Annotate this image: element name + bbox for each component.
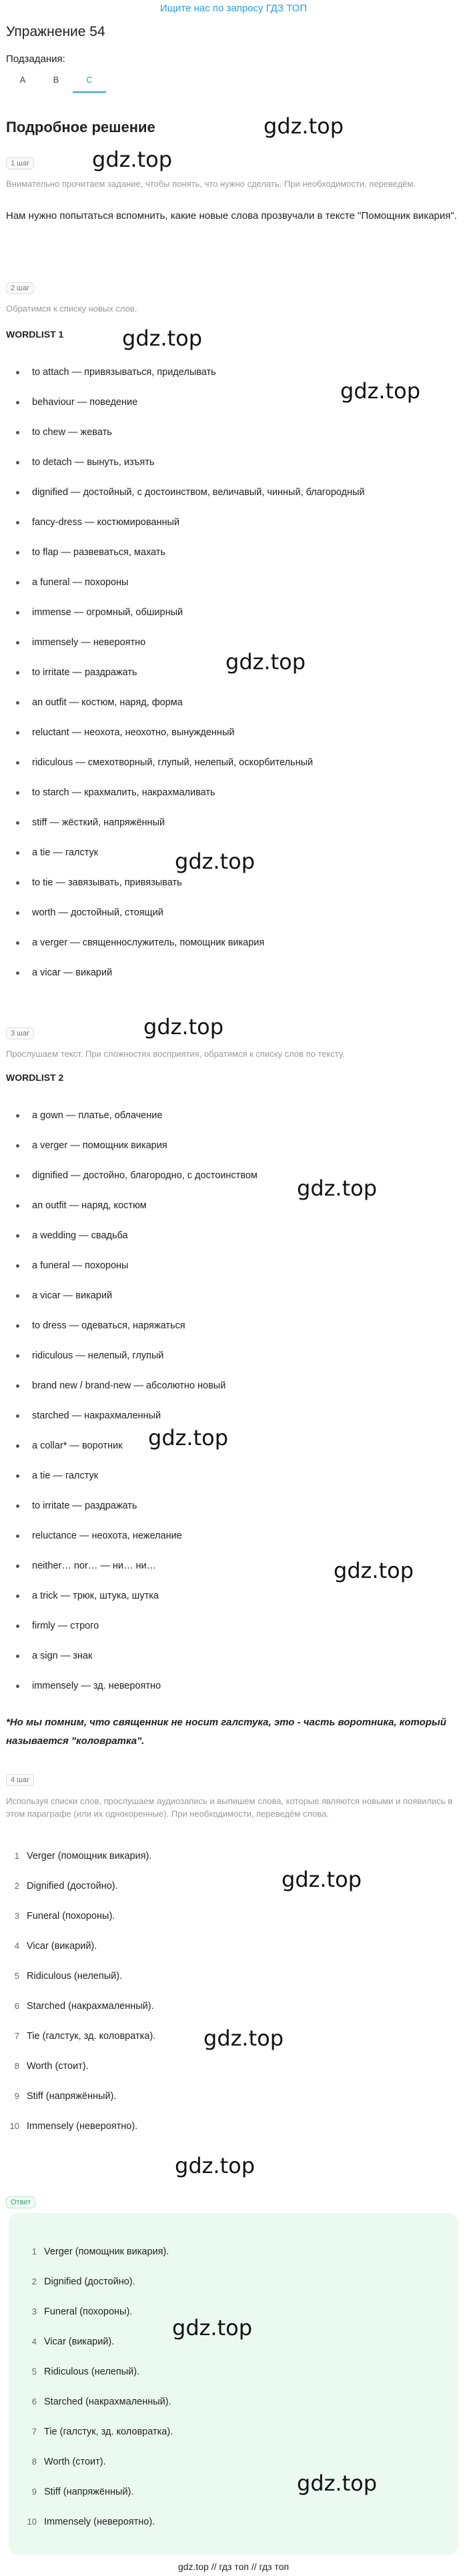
list-item-text: a gown — платье, облачение [32, 1110, 163, 1121]
bullet-icon [16, 1625, 19, 1628]
list-item-number: 7 [14, 2031, 19, 2041]
bullet-icon [16, 1174, 19, 1178]
list-item-text: Immensely (невероятно). [44, 2517, 155, 2527]
list-item-number: 10 [9, 2121, 19, 2131]
bullet-icon [16, 971, 19, 975]
list-item [0, 816, 467, 846]
list-item-text: to starch — крахмалить, накрахмаливать [32, 787, 215, 798]
step-1-note: Внимательно прочитаем задание, чтобы понять, что нужно сделать. При необходимости, переведём. [6, 179, 416, 189]
list-item-number: 3 [14, 1911, 19, 1921]
list-item [0, 606, 467, 636]
list-item-text: to irritate — раздражать [32, 667, 137, 678]
list-item [0, 486, 467, 516]
list-item-text: a tie — галстук [32, 1470, 99, 1481]
list-item-text: stiff — жёсткий, напряжённый [32, 817, 165, 828]
bullet-icon [16, 371, 19, 374]
list-item-number: 9 [14, 2091, 19, 2101]
list-item-text: Vicar (викарий). [27, 1941, 97, 1952]
list-item [0, 1259, 467, 1289]
bullet-icon [16, 461, 19, 464]
watermark: gdz.top [175, 2153, 256, 2178]
bullet-icon [16, 761, 19, 765]
list-item [0, 426, 467, 456]
list-item [17, 2245, 467, 2275]
step-2-note: Обратимся к списку новых слов. [6, 304, 137, 314]
bullet-icon [16, 881, 19, 885]
list-item-text: starched — накрахмаленный [32, 1410, 161, 1421]
list-item [0, 2060, 454, 2090]
list-item-text: Ridiculous (нелепый). [27, 1971, 123, 1982]
bullet-icon [16, 611, 19, 614]
list-item [0, 1940, 454, 1970]
bullet-icon [16, 1595, 19, 1598]
list-item-text: ridiculous — смехотворный, глупый, нелепый, оскорбительный [32, 757, 314, 768]
list-item [17, 2455, 467, 2485]
bullet-icon [16, 701, 19, 705]
bullet-icon [16, 1204, 19, 1208]
bullet-icon [16, 1655, 19, 1658]
watermark: gdz.top [203, 2026, 284, 2051]
bullet-icon [16, 1565, 19, 1568]
list-item-number: 1 [14, 1851, 19, 1861]
list-item-number: 8 [14, 2061, 19, 2071]
list-item-text: neither… nor… — ни… ни… [32, 1561, 157, 1571]
list-item [17, 2365, 467, 2395]
list-item [0, 456, 467, 486]
list-item-text: to attach — привязываться, приделывать [32, 367, 216, 378]
list-item-text: immensely — невероятно [32, 637, 146, 648]
list-item [0, 546, 467, 576]
step-4-badge: 4 шаг [6, 1774, 34, 1786]
page-title: Упражнение 54 [6, 24, 105, 39]
list-item-number: 10 [27, 2517, 37, 2527]
step-3-badge: 3 шаг [6, 1027, 34, 1039]
list-item [0, 1649, 467, 1679]
list-item [0, 876, 467, 906]
bullet-icon [16, 641, 19, 645]
bullet-icon [16, 941, 19, 945]
list-item [0, 1499, 467, 1529]
list-item [0, 1139, 467, 1169]
list-item [0, 1199, 467, 1229]
list-item-text: to dress — одеваться, наряжаться [32, 1320, 185, 1331]
tab-b[interactable]: B [53, 75, 59, 85]
list-item-text: an outfit — наряд, костюм [32, 1200, 147, 1211]
list-item [0, 1439, 467, 1469]
list-item-text: immensely — зд. невероятно [32, 1681, 161, 1691]
list-item [0, 1619, 467, 1649]
watermark: gdz.top [148, 1425, 229, 1450]
list-item-text: Dignified (достойно). [27, 1881, 118, 1891]
list-item-text: a sign — знак [32, 1651, 93, 1661]
list-item-text: to irritate — раздражать [32, 1500, 137, 1511]
list-item-text: Vicar (викарий). [44, 2336, 115, 2347]
bullet-icon [16, 491, 19, 494]
list-item-text: Worth (стоит). [44, 2457, 106, 2467]
list-item-text: Starched (накрахмаленный). [27, 2001, 154, 2012]
list-item [0, 726, 467, 756]
footer: gdz.top // гдз топ // гдз топ [177, 2561, 290, 2572]
list-item-text: dignified — достойный, с достоинством, величавый, чинный, благородный [32, 487, 365, 498]
list-item-number: 4 [31, 2336, 37, 2346]
list-item [0, 906, 467, 936]
list-item [0, 1529, 467, 1559]
list-item-number: 4 [14, 1941, 19, 1951]
list-item-text: fancy-dress — костюмированный [32, 517, 180, 528]
list-item [17, 2425, 467, 2455]
bullet-icon [16, 521, 19, 524]
watermark: gdz.top [175, 849, 256, 874]
bullet-icon [16, 1474, 19, 1478]
answer-list [17, 2245, 467, 2545]
bullet-icon [16, 1264, 19, 1268]
watermark: gdz.top [225, 649, 306, 675]
list-item [0, 1970, 454, 2000]
collar-footnote: *Но мы помним, что священник не носит галстука, это - часть воротника, который называется "коловратка". [6, 1717, 446, 1747]
list-item-text: reluctance — неохота, нежелание [32, 1531, 182, 1541]
list-item-text: Tie (галстук, зд. коловратка). [44, 2427, 173, 2437]
list-item [17, 2395, 467, 2425]
step-4-list [0, 1849, 454, 2150]
watermark: gdz.top [92, 147, 173, 172]
list-item [0, 1169, 467, 1199]
bullet-icon [16, 731, 19, 735]
list-item [0, 936, 467, 966]
list-item-text: Verger (помощник викария). [44, 2246, 169, 2257]
bullet-icon [16, 1444, 19, 1448]
section-title: Подробное решение [6, 119, 155, 135]
list-item-text: a trick — трюк, штука, шутка [32, 1591, 159, 1601]
step-2-badge: 2 шаг [6, 282, 34, 294]
list-item-text: reluctant — неохота, неохотно, вынужденный [32, 727, 235, 738]
list-item-text: Funeral (похороны). [44, 2306, 133, 2317]
top-banner[interactable]: Ищите нас по запросу ГДЗ ТОП [159, 3, 308, 14]
bullet-icon [16, 1234, 19, 1238]
list-item [0, 1109, 467, 1139]
watermark: gdz.top [297, 2471, 378, 2496]
list-item-text: Dignified (достойно). [44, 2276, 135, 2287]
list-item-text: Immensely (невероятно). [27, 2121, 138, 2132]
list-item [0, 1409, 467, 1439]
list-item-text: brand new / brand-new — абсолютно новый [32, 1380, 226, 1391]
list-item-text: an outfit — костюм, наряд, форма [32, 697, 183, 708]
list-item-number: 2 [14, 1881, 19, 1891]
bullet-icon [16, 431, 19, 434]
list-item-text: a vicar — викарий [32, 1290, 113, 1301]
list-item-text: a funeral — похороны [32, 1260, 129, 1271]
bullet-icon [16, 1685, 19, 1688]
list-item-number: 5 [14, 1971, 19, 1981]
bullet-icon [16, 1354, 19, 1358]
list-item [0, 396, 467, 426]
bullet-icon [16, 401, 19, 404]
wordlist-1-title: WORDLIST 1 [6, 329, 64, 340]
list-item-text: Stiff (напряжённый). [44, 2487, 134, 2497]
list-item-text: Verger (помощник викария). [27, 1851, 152, 1861]
bullet-icon [16, 821, 19, 825]
bullet-icon [16, 1505, 19, 1508]
watermark: gdz.top [334, 1558, 414, 1583]
list-item-text: Stiff (напряжённый). [27, 2091, 117, 2102]
list-item-text: to chew — жевать [32, 427, 112, 438]
watermark: gdz.top [297, 1176, 378, 1201]
tab-c[interactable]: C [73, 71, 106, 93]
list-item-number: 9 [31, 2487, 37, 2497]
watermark: gdz.top [143, 1014, 224, 1039]
list-item-text: to detach — вынуть, изъять [32, 457, 155, 468]
step-1-badge: 1 шаг [6, 157, 34, 169]
list-item-text: a funeral — похороны [32, 577, 129, 588]
watermark: gdz.top [340, 378, 421, 404]
subtask-tabs [6, 71, 106, 93]
list-item [17, 2515, 467, 2545]
watermark: gdz.top [282, 1867, 362, 1892]
list-item [0, 966, 467, 996]
list-item-number: 7 [31, 2427, 37, 2437]
list-item-text: to flap — развеваться, махать [32, 547, 165, 558]
list-item-text: dignified — достойно, благородно, с достоинством [32, 1170, 258, 1181]
answer-box [9, 2213, 458, 2555]
list-item [0, 576, 467, 606]
list-item [0, 1849, 454, 1879]
bullet-icon [16, 551, 19, 554]
list-item-text: to tie — завязывать, привязывать [32, 877, 182, 888]
list-item [0, 2090, 454, 2120]
list-item-text: a wedding — свадьба [32, 1230, 128, 1241]
list-item [0, 1349, 467, 1379]
list-item-text: behaviour — поведение [32, 397, 138, 408]
list-item [0, 1289, 467, 1319]
subtasks-label: Подзадания: [6, 53, 65, 65]
tab-a[interactable]: A [19, 75, 26, 85]
list-item-number: 1 [31, 2246, 37, 2256]
list-item-number: 6 [31, 2397, 37, 2407]
wordlist-1 [0, 366, 467, 996]
watermark: gdz.top [264, 113, 344, 139]
bullet-icon [16, 1535, 19, 1538]
list-item [0, 516, 467, 546]
list-item-text: Funeral (похороны). [27, 1911, 115, 1921]
list-item-number: 5 [31, 2367, 37, 2377]
list-item [0, 1319, 467, 1349]
list-item-text: a verger — священнослужитель, помощник викария [32, 937, 265, 948]
bullet-icon [16, 1384, 19, 1388]
list-item-number: 8 [31, 2457, 37, 2467]
list-item-text: Ridiculous (нелепый). [44, 2367, 140, 2377]
step-3-note: Прослушаем текст. При сложностях восприятия, обратимся к списку слов по тексту. [6, 1049, 345, 1059]
watermark: gdz.top [122, 326, 203, 351]
list-item-number: 2 [31, 2276, 37, 2286]
bullet-icon [16, 1114, 19, 1118]
list-item [0, 1879, 454, 1909]
list-item [0, 1679, 467, 1709]
list-item [0, 1229, 467, 1259]
list-item [0, 1469, 467, 1499]
bullet-icon [16, 671, 19, 675]
bullet-icon [16, 1324, 19, 1328]
list-item [17, 2485, 467, 2515]
list-item-text: a verger — помощник викария [32, 1140, 167, 1151]
list-item-text: Starched (накрахмаленный). [44, 2397, 171, 2407]
list-item [0, 756, 467, 786]
answer-label: Ответ [6, 2196, 35, 2208]
list-item [0, 1589, 467, 1619]
watermark: gdz.top [172, 2315, 253, 2340]
list-item-text: Tie (галстук, зд. коловратка). [27, 2031, 156, 2042]
list-item [0, 366, 467, 396]
list-item-text: a vicar — викарий [32, 967, 113, 978]
list-item [0, 696, 467, 726]
bullet-icon [16, 581, 19, 584]
list-item-number: 3 [31, 2306, 37, 2316]
wordlist-2 [0, 1109, 467, 1709]
bullet-icon [16, 1144, 19, 1148]
bullet-icon [16, 911, 19, 915]
bullet-icon [16, 1414, 19, 1418]
step-1-text: Нам нужно попытаться вспомнить, какие новые слова прозвучали в тексте "Помощник викария". [6, 210, 457, 222]
list-item-text: ridiculous — нелепый, глупый [32, 1350, 164, 1361]
list-item-text: immense — огромный, обширный [32, 607, 183, 618]
list-item [0, 786, 467, 816]
list-item-number: 6 [14, 2001, 19, 2011]
bullet-icon [16, 1294, 19, 1298]
bullet-icon [16, 851, 19, 855]
list-item-text: Worth (стоит). [27, 2061, 89, 2072]
bullet-icon [16, 791, 19, 795]
list-item-text: firmly — строго [32, 1621, 99, 1631]
list-item [0, 1909, 454, 1940]
list-item-text: a tie — галстук [32, 847, 99, 858]
wordlist-2-title: WORDLIST 2 [6, 1072, 64, 1083]
list-item [0, 2120, 454, 2150]
list-item [17, 2275, 467, 2305]
list-item [0, 1379, 467, 1409]
list-item-text: worth — достойный, стоящий [32, 907, 163, 918]
list-item-text: a collar* — воротник [32, 1440, 123, 1451]
step-4-note: Используя списки слов, прослушаем аудиозапись и выпишем слова, которые являются новыми и появились в этом параграфе (или их однокоренные). При необходимости, переведём слова. [6, 1796, 453, 1819]
